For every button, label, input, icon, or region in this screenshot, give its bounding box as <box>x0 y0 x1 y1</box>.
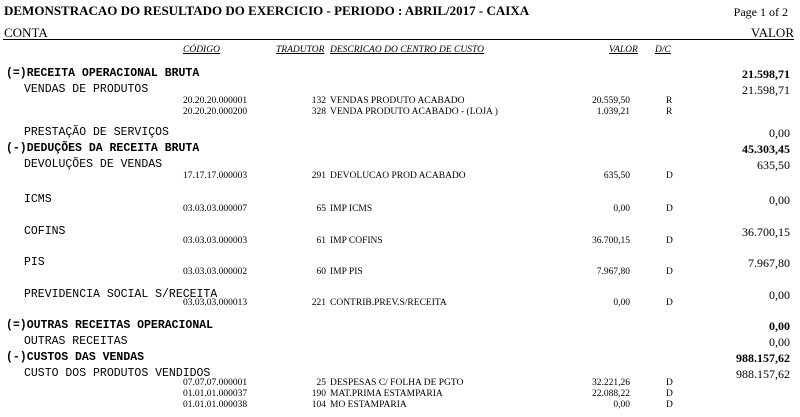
subaccount-label: OUTRAS RECEITAS <box>24 335 128 348</box>
detail-valor: 635,50 <box>603 171 630 181</box>
detail-tradutor: 65 <box>316 204 326 214</box>
detail-tradutor: 61 <box>316 236 326 246</box>
detail-dc: D <box>666 378 673 388</box>
detail-tradutor: 190 <box>311 389 326 399</box>
conta-header: CONTA <box>4 25 48 40</box>
detail-description: DEVOLUCAO PROD ACABADO <box>330 171 466 181</box>
detail-valor: 0,00 <box>613 204 630 214</box>
report-title: DEMONSTRACAO DO RESULTADO DO EXERCICIO - PERIODO : ABRIL/2017 - CAIXA <box>4 3 530 18</box>
subaccount-label: PREVIDENCIA SOCIAL S/RECEITA <box>24 288 218 301</box>
detail-code: 03.03.03.000007 <box>183 204 248 214</box>
valor-header: VALOR <box>750 25 794 40</box>
detail-tradutor: 132 <box>311 96 326 106</box>
detail-tradutor: 104 <box>311 400 326 410</box>
detail-code: 01.01.01.000037 <box>183 389 248 399</box>
subaccount-label: DEVOLUÇÕES DE VENDAS <box>24 158 163 171</box>
detail-code: 03.03.03.000013 <box>183 298 248 308</box>
subaccount-value: 0,00 <box>769 288 790 302</box>
detail-valor: 20.559,50 <box>592 96 630 106</box>
subaccount-label: CUSTO DOS PRODUTOS VENDIDOS <box>24 367 211 380</box>
subaccount-label: PIS <box>24 256 45 269</box>
group-value: 21.598,71 <box>742 67 790 81</box>
group-label: (=)RECEITA OPERACIONAL BRUTA <box>6 67 200 80</box>
detail-code: 07.07.07.000001 <box>183 378 248 388</box>
detail-valor: 22.088,22 <box>592 389 630 399</box>
group-label: (-)DEDUÇÕES DA RECEITA BRUTA <box>6 142 200 155</box>
detail-tradutor: 221 <box>311 298 326 308</box>
detail-tradutor: 328 <box>311 107 326 117</box>
detail-code: 01.01.01.000038 <box>183 400 248 410</box>
subaccount-label: VENDAS DE PRODUTOS <box>24 83 149 96</box>
detail-dc: R <box>666 107 673 117</box>
subaccount-value: 36.700,15 <box>742 225 790 239</box>
detail-dc: D <box>666 400 673 410</box>
detail-tradutor: 25 <box>316 378 326 388</box>
detail-description: CONTRIB.PREV.S/RECEITA <box>330 298 447 308</box>
column-header-codigo: CÓDIGO <box>183 45 220 55</box>
subaccount-label: COFINS <box>24 225 66 238</box>
detail-dc: D <box>666 389 673 399</box>
detail-description: IMP ICMS <box>330 204 373 214</box>
subaccount-value: 0,00 <box>769 193 790 207</box>
subaccount-value: 635,50 <box>757 158 790 172</box>
detail-dc: D <box>666 298 673 308</box>
group-value: 988.157,62 <box>736 351 790 365</box>
detail-code: 20.20.20.000001 <box>183 96 248 106</box>
detail-description: IMP COFINS <box>330 236 383 246</box>
subaccount-value: 7.967,80 <box>748 256 790 270</box>
group-value: 45.303,45 <box>742 142 790 156</box>
detail-tradutor: 60 <box>316 267 326 277</box>
detail-code: 20.20.20.000200 <box>183 107 248 117</box>
group-value: 0,00 <box>769 319 790 333</box>
detail-code: 03.03.03.000002 <box>183 267 248 277</box>
column-header-valor: VALOR <box>609 45 638 55</box>
group-label: (=)OUTRAS RECEITAS OPERACIONAL <box>6 319 214 332</box>
detail-code: 03.03.03.000003 <box>183 236 248 246</box>
column-header-tradutor: TRADUTOR <box>276 45 325 55</box>
group-label: (-)CUSTOS DAS VENDAS <box>6 351 145 364</box>
detail-dc: D <box>666 236 673 246</box>
detail-valor: 0,00 <box>613 298 630 308</box>
detail-valor: 32.221,26 <box>592 378 630 388</box>
subaccount-label: PRESTAÇÃO DE SERVIÇOS <box>24 126 169 139</box>
subaccount-label: ICMS <box>24 193 52 206</box>
detail-valor: 0,00 <box>613 400 630 410</box>
detail-description: MO ESTAMPARIA <box>330 400 407 410</box>
column-header-dc: D/C <box>655 45 671 55</box>
detail-description: IMP PIS <box>330 267 363 277</box>
subaccount-value: 988.157,62 <box>736 367 790 381</box>
detail-dc: R <box>666 96 673 106</box>
detail-description: VENDA PRODUTO ACABADO - (LOJA ) <box>330 107 498 117</box>
detail-valor: 1.039,21 <box>596 107 630 117</box>
subaccount-value: 21.598,71 <box>742 83 790 97</box>
page-indicator: Page 1 of 2 <box>733 5 788 19</box>
detail-description: VENDAS PRODUTO ACABADO <box>330 96 465 106</box>
subaccount-value: 0,00 <box>769 335 790 349</box>
column-header-descricao: DESCRICAO DO CENTRO DE CUSTO <box>330 45 484 55</box>
detail-dc: D <box>666 171 673 181</box>
detail-dc: D <box>666 204 673 214</box>
detail-description: DESPESAS C/ FOLHA DE PGTO <box>330 378 464 388</box>
detail-description: MAT.PRIMA ESTAMPARIA <box>330 389 443 399</box>
detail-tradutor: 291 <box>311 171 326 181</box>
detail-valor: 7.967,80 <box>596 267 630 277</box>
header-divider <box>3 39 794 40</box>
detail-dc: D <box>666 267 673 277</box>
detail-valor: 36.700,15 <box>592 236 630 246</box>
detail-code: 17.17.17.000003 <box>183 171 248 181</box>
subaccount-value: 0,00 <box>769 126 790 140</box>
